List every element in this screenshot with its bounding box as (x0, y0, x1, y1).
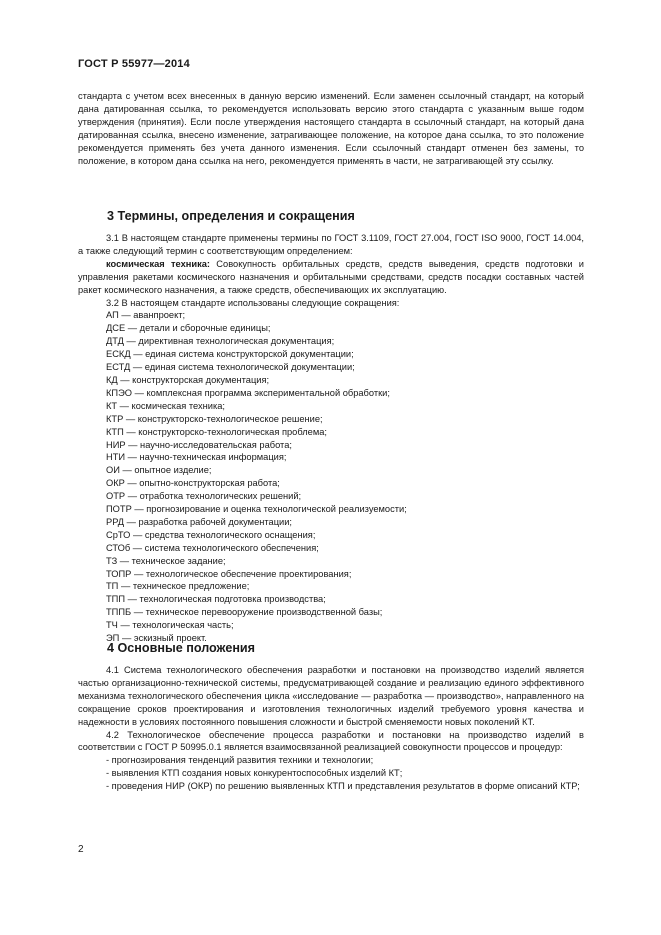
term-definition (78, 258, 584, 297)
abbreviation-item: АП — аванпроект; (106, 310, 186, 321)
abbreviation-item: ТП — техническое предложение; (106, 581, 250, 592)
abbreviation-item: ЭП — эскизный проект. (106, 633, 207, 644)
abbreviation-item: ОИ — опытное изделие; (106, 465, 212, 476)
abbreviation-item: НТИ — научно-техническая информация; (106, 452, 287, 463)
process-list-item: - проведения НИР (ОКР) по решению выявленных КТП и представления результатов в форме описаний КТР; (106, 781, 580, 792)
abbreviation-item: КТП — конструкторско-технологическая проблема; (106, 426, 327, 437)
abbreviation-item: КТР — конструкторско-технологическое решение; (106, 413, 323, 424)
process-list-item: - прогнозирования тенденций развития техники и технологии; (106, 755, 374, 766)
paragraph-3-2: 3.2 В настоящем стандарте использованы следующие сокращения: (106, 297, 400, 308)
abbreviation-item: ОКР — опытно-конструкторская работа; (106, 478, 280, 489)
abbreviation-item: ДСЕ — детали и сборочные единицы; (106, 323, 271, 334)
document-header: ГОСТ Р 55977—2014 (78, 58, 190, 70)
page-number: 2 (78, 844, 84, 855)
abbreviation-item: ПОТР — прогнозирование и оценка технологической реализуемости; (106, 504, 407, 515)
abbreviation-item: ЕСКД — единая система конструкторской документации; (106, 349, 354, 360)
process-list-item: - выявления КТП создания новых конкурентоспособных изделий КТ; (106, 768, 403, 779)
abbreviation-item: СрТО — средства технологического оснащения; (106, 529, 316, 540)
paragraph-3-1: 3.1 В настоящем стандарте применены термины по ГОСТ 3.1109, ГОСТ 27.004, ГОСТ ISO 9000, ГОСТ 14.004, а также следующий термин с соответствующим определением: (78, 233, 584, 256)
abbreviation-item: ТПП — технологическая подготовка производства; (106, 594, 326, 605)
abbreviation-item: ТЧ — технологическая часть; (106, 620, 234, 631)
abbreviation-item: ОТР — отработка технологических решений; (106, 491, 302, 502)
paragraph-4-2: 4.2 Технологическое обеспечение процесса разработки и постановки на производство изделий в соответствии с ГОСТ Р 50995.0.1 является взаимосвязанной реализацией совокупности процессов и процедур: (78, 729, 584, 753)
term-text: Совокупность орбитальных средств, средств выведения, средств подготовки и управления ракетами космического назначения и орбитальными средствами, средств посадки составных частей ракет космического назначения, а также средств, обеспечивающих их эксплуатацию. (78, 258, 584, 295)
section-4 (78, 640, 584, 793)
abbreviation-item: КД — конструкторская документация; (106, 374, 270, 385)
section-3-title: 3 Термины, определения и сокращения (107, 209, 355, 223)
abbreviation-item: ТЗ — техническое задание; (106, 555, 226, 566)
abbreviation-item: РРД — разработка рабочей документации; (106, 516, 293, 527)
abbreviation-item: ЕСТД — единая система технологической документации; (106, 362, 355, 373)
paragraph-4-1: 4.1 Система технологического обеспечения разработки и постановки на производство изделий является частью организационно-технической системы, предусматривающей создание и реализацию единого эффективного механизма технологического обеспечения цикла «исследование — разработка — производство», направленного на сокращение сроков проектирования и изготовления технологичных изделий требуемого уровня качества и надежности в условиях постоянного повышения сложности и быстрой сменяемости новых поколений КТ. (78, 665, 584, 727)
abbreviation-item: СТОб — система технологического обеспечения; (106, 542, 319, 553)
intro-paragraph-block (78, 90, 584, 167)
abbreviation-item: НИР — научно-исследовательская работа; (106, 439, 292, 450)
abbreviation-item: ДТД — директивная технологическая документация; (106, 336, 335, 347)
section-3 (78, 208, 584, 645)
abbreviation-item: КПЭО — комплексная программа экспериментальной обработки; (106, 387, 390, 398)
intro-paragraph: стандарта с учетом всех внесенных в данную версию изменений. Если заменен ссылочный стандарт, на который дана датированная ссылка, то рекомендуется использовать версию этого стандарта с указанным выше годом утверждения (принятия). Если после утверждения настоящего стандарта в ссылочный стандарт, на который дана датированная ссылка, внесено изменение, затрагивающее положение, на которое дана ссылка, то это положение рекомендуется применять без учета данного изменения. Если ссылочный стандарт отменен без замены, то положение, в котором дана ссылка на него, рекомендуется применять в части, не затрагивающей эту ссылку. (78, 91, 584, 166)
abbreviation-item: КТ — космическая техника; (106, 400, 225, 411)
process-list (78, 754, 584, 793)
abbreviation-list (78, 309, 584, 645)
term-label: космическая техника: (106, 258, 211, 269)
section-4-title: 4 Основные положения (107, 641, 256, 655)
abbreviation-item: ТОПР — технологическое обеспечение проектирования; (106, 568, 352, 579)
abbreviation-item: ТППБ — техническое перевооружение производственной базы; (106, 607, 383, 618)
